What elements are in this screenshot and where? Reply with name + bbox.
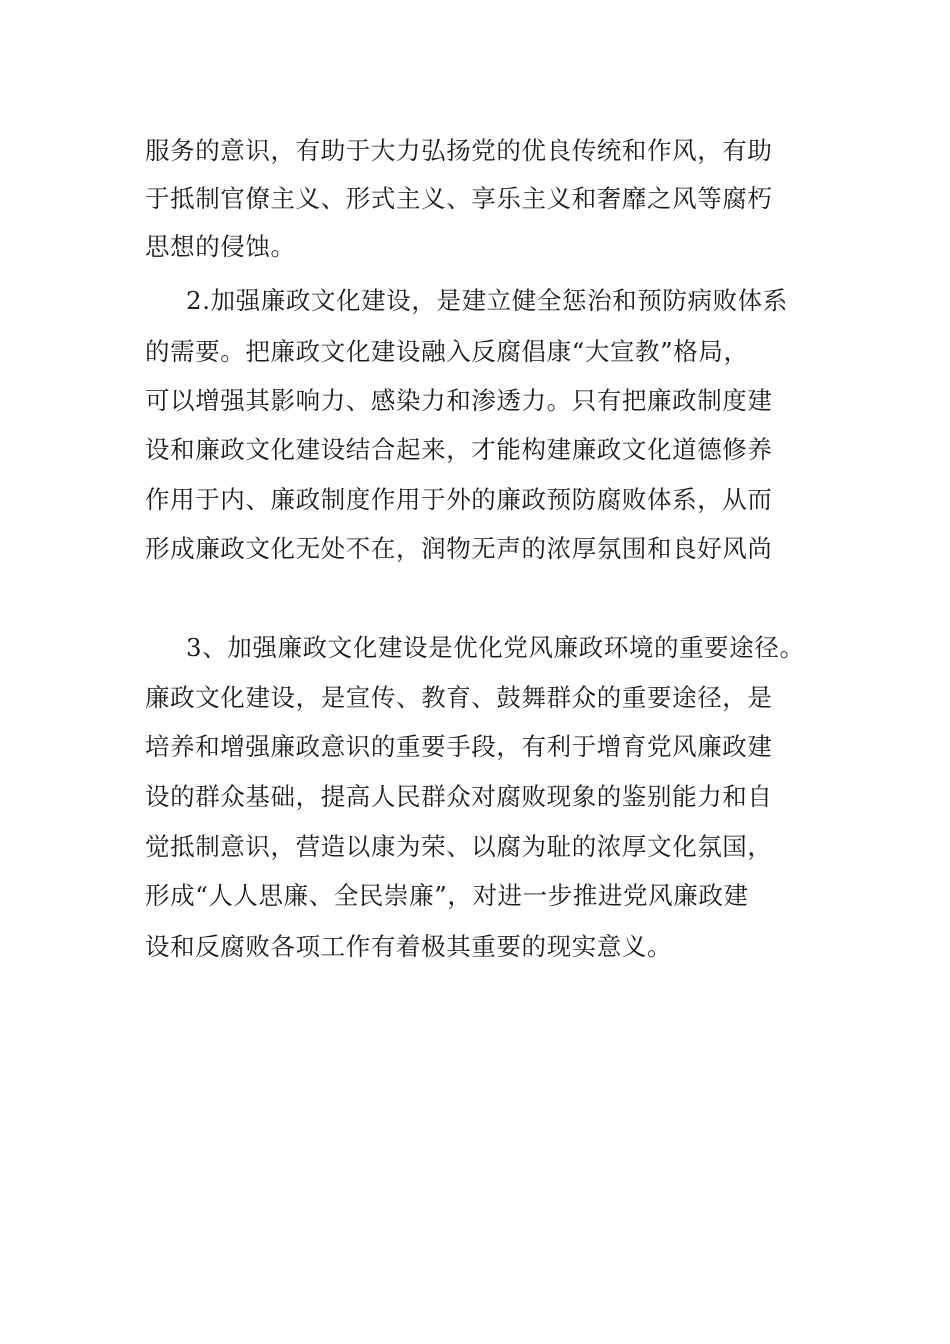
paragraph-1-line-1: 服务的意识，有助于大力弘扬党的优良传统和作风，有助 (145, 136, 773, 165)
paragraph-3-line-6: 形成“人人思廉、全民崇廉”，对进一步推进党风廉政建 (145, 881, 749, 910)
paragraph-3-line-5: 觉抵制意识，营造以康为荣、以腐为耻的浓厚文化氛国， (145, 832, 773, 861)
paragraph-2-line-3: 可以增强其影响力、感染力和渗透力。只有把廉政制度建 (145, 386, 773, 415)
paragraph-3-line-3: 培养和增强廉政意识的重要手段，有利于增育党风廉政建 (145, 732, 773, 761)
paragraph-2-line-1: 2.加强廉政文化建设，是建立健全惩治和预防病败体系 (186, 286, 788, 315)
paragraph-3-line-4: 设的群众基础，提高人民群众对腐败现象的鉴别能力和自 (145, 782, 773, 811)
paragraph-3-line-1: 3、加强廉政文化建设是优化党风廉政环境的重要途径。 (186, 633, 805, 662)
paragraph-1-line-3: 思想的侵蚀。 (145, 232, 296, 261)
paragraph-3-line-2: 廉政文化建设，是宣传、教育、鼓舞群众的重要途径，是 (145, 683, 773, 712)
paragraph-2-line-4: 设和廉政文化建设结合起来，才能构建廉政文化道德修养 (145, 435, 773, 464)
paragraph-3-line-7: 设和反腐败各项工作有着极其重要的现实意义。 (145, 932, 673, 961)
paragraph-2-line-6: 形成廉政文化无处不在，润物无声的浓厚氛围和良好风尚 (145, 534, 773, 563)
paragraph-1-line-2: 于抵制官僚主义、形式主义、享乐主义和奢靡之风等腐朽 (145, 184, 773, 213)
paragraph-2-line-2: 的需要。把廉政文化建设融入反腐倡康“大宣教”格局， (145, 337, 749, 366)
paragraph-2-line-5: 作用于内、廉政制度作用于外的廉政预防腐败体系，从而 (145, 485, 773, 514)
